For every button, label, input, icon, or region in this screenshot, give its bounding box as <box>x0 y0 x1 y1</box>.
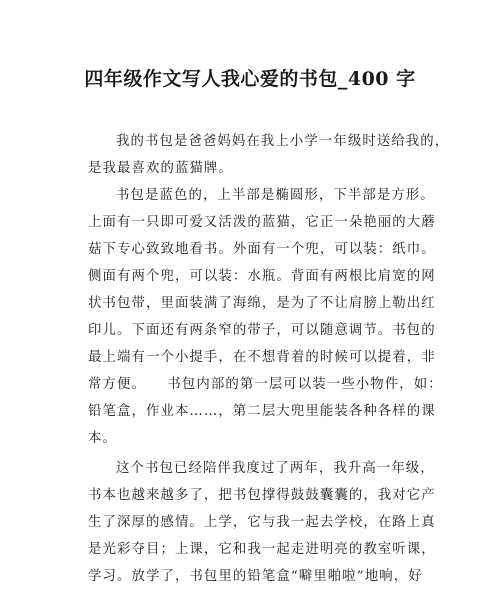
document-title: 四年级作文写人我心爱的书包_400 字 <box>84 68 416 90</box>
paragraph-2-line-8: 常方便。 书包内部的第一层可以装一些小物件，如： <box>88 377 443 392</box>
paragraph-2-line-5: 状书包带，里面装满了海绵，是为了不让肩膀上勒出红 <box>88 296 436 311</box>
paragraph-3-line-2: 书本也越来越多了，把书包撑得鼓鼓囊囊的，我对它产 <box>88 488 436 503</box>
paragraph-2-line-7: 最上端有一个小提手，在不想背着的时候可以提着，非 <box>88 350 436 365</box>
paragraph-3-line-3: 生了深厚的感情。上学，它与我一起去学校，在路上真 <box>88 515 436 530</box>
paragraph-2-line-6: 印儿。下面还有两条窄的带子，可以随意调节。书包的 <box>88 323 436 338</box>
paragraph-2-line-9: 铅笔盒，作业本……，第二层大兜里能装各种各样的课 <box>88 404 436 419</box>
paragraph-1-line-1: 我的书包是爸爸妈妈在我上小学一年级时送给我的， <box>116 134 450 149</box>
paragraph-2-line-10: 本。 <box>88 431 117 446</box>
paragraph-1-line-2: 是我最喜欢的蓝猫牌。 <box>88 161 233 176</box>
document-body <box>88 128 450 590</box>
paragraph-2-line-1: 书包是蓝色的，上半部是椭圆形，下半部是方形。 <box>116 188 435 203</box>
paragraph-2-line-3: 菇下专心致致地看书。外面有一个兜，可以装：纸巾。 <box>88 242 436 257</box>
paragraph-2-line-4: 侧面有两个兜，可以装：水瓶。背面有两根比肩宽的网 <box>88 269 436 284</box>
paragraph-3-line-4: 是光彩夺目；上课，它和我一起走进明亮的教室听课， <box>88 542 436 557</box>
paragraph-3-line-5: 学习。放学了，书包里的铅笔盒“噼里啪啦”地响，好 <box>88 569 423 584</box>
paragraph-2-line-2: 上面有一只即可爱又活泼的蓝猫，它正一朵艳丽的大蘑 <box>88 215 436 230</box>
paragraph-3-line-1: 这个书包已经陪伴我度过了两年，我升高一年级， <box>116 461 435 476</box>
